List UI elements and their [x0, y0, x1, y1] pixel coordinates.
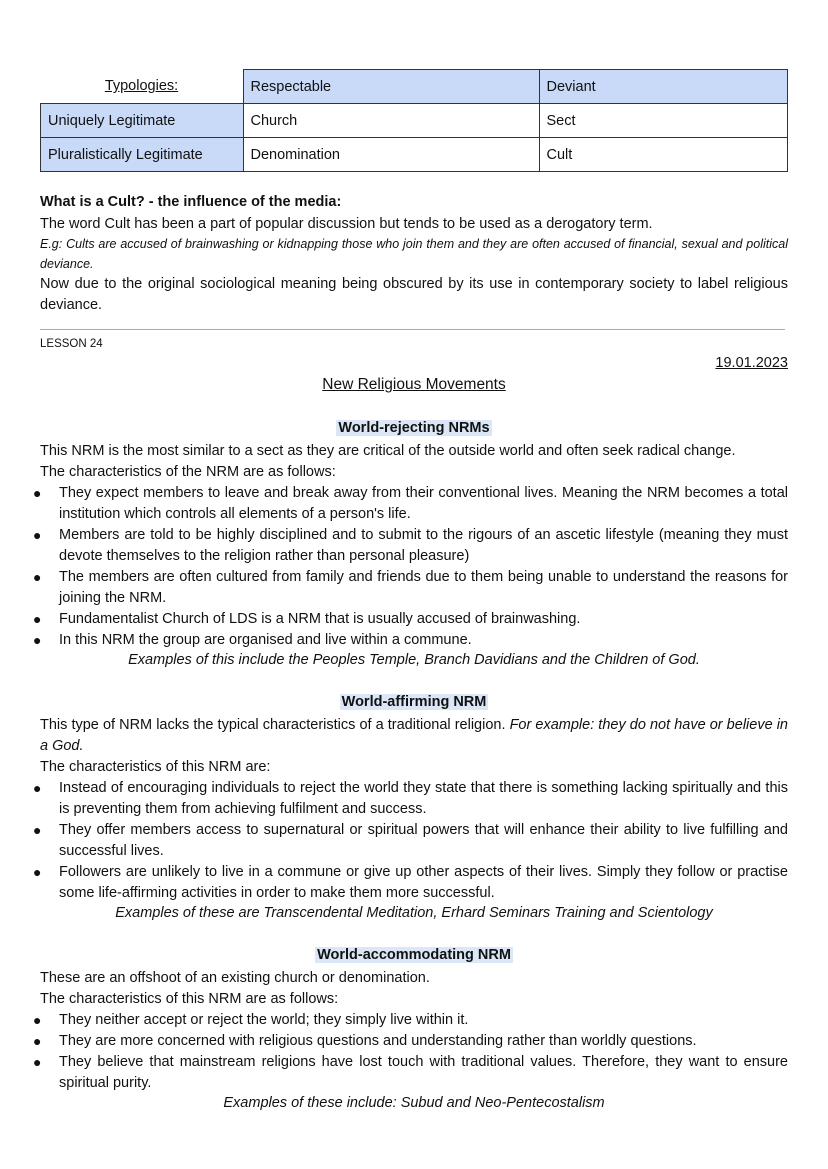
list-item — [33, 862, 788, 904]
page-title-wrap — [40, 376, 788, 394]
section-intro: The characteristics of this NRM are: — [40, 759, 271, 775]
table-header-cell: Respectable — [243, 70, 539, 104]
bullet-icon: ● — [33, 1012, 42, 1028]
lesson-label: LESSON 24 — [40, 338, 103, 350]
cult-heading: What is a Cult? - the influence of the media: — [40, 194, 342, 210]
table-row — [41, 138, 788, 172]
list-item-text: In this NRM the group are organised and live within a commune. — [59, 632, 472, 648]
bullet-icon: ● — [33, 864, 42, 880]
list-item-text: The members are often cultured from family and friends due to them being unable to understand the reasons for joining the NRM. — [59, 569, 788, 606]
date-label: 19.01.2023 — [715, 355, 788, 371]
list-item — [33, 1010, 788, 1031]
section-example: Examples of these are Transcendental Meditation, Erhard Seminars Training and Scientology — [115, 905, 713, 921]
table-corner-cell — [41, 70, 244, 104]
list-item-text: Members are told to be highly disciplined and to submit to the rigours of an ascetic lifestyle (meaning they must devote themselves to the religion rather than personal pleasure) — [59, 527, 788, 564]
section-intro — [40, 715, 788, 757]
bullet-list — [33, 1010, 788, 1094]
table-row-header: Uniquely Legitimate — [41, 104, 244, 138]
list-item-text: Instead of encouraging individuals to reject the world they state that there is something lacking spiritually and this is preventing them from achieving fulfilment and success. — [59, 780, 788, 817]
table-cell: Cult — [539, 138, 788, 172]
list-item-text: They neither accept or reject the world; they simply live within it. — [59, 1012, 469, 1028]
table-header-row — [41, 70, 788, 104]
section-intro: The characteristics of this NRM are as follows: — [40, 991, 339, 1007]
list-item — [33, 567, 788, 609]
table-row — [41, 104, 788, 138]
list-item — [33, 1052, 788, 1094]
section-intro: The characteristics of the NRM are as follows: — [40, 464, 336, 480]
list-item — [33, 483, 788, 525]
bullet-icon: ● — [33, 485, 42, 501]
list-item-text: Followers are unlikely to live in a commune or give up other aspects of their lives. Simply they follow or practise some life-affirming activities in order to make them more successful. — [59, 864, 788, 901]
section-heading: World-rejecting NRMs — [338, 420, 490, 436]
list-item-text: They are more concerned with religious questions and understanding rather than worldly questions. — [59, 1033, 697, 1049]
cult-paragraph: The word Cult has been a part of popular discussion but tends to be used as a derogatory term. — [40, 216, 653, 232]
bullet-list — [33, 483, 788, 651]
bullet-icon: ● — [33, 611, 42, 627]
list-item-text: They believe that mainstream religions have lost touch with traditional values. Therefore, they want to ensure spiritual purity. — [59, 1054, 788, 1091]
table-cell: Church — [243, 104, 539, 138]
list-item-text: Fundamentalist Church of LDS is a NRM that is usually accused of brainwashing. — [59, 611, 581, 627]
section-intro: This NRM is the most similar to a sect as they are critical of the outside world and often seek radical change. — [40, 443, 736, 459]
page-title: New Religious Movements — [322, 376, 506, 393]
list-item — [33, 820, 788, 862]
section-heading-wrap — [40, 947, 788, 963]
list-item-text: They expect members to leave and break away from their conventional lives. Meaning the NRM becomes a total institution which controls all elements of a person's life. — [59, 485, 788, 522]
intro-italic-text: For example: they do not have or believe in a God. — [40, 717, 788, 754]
bullet-icon: ● — [33, 1054, 42, 1070]
cult-example: E.g: Cults are accused of brainwashing or kidnapping those who join them and they are often accused of financial, sexual and political deviance. — [40, 237, 788, 271]
list-item — [33, 778, 788, 820]
table-cell: Sect — [539, 104, 788, 138]
list-item-text: They offer members access to supernatural or spiritual powers that will enhance their ability to live fulfilling and successful lives. — [59, 822, 788, 859]
section-heading: World-affirming NRM — [341, 694, 487, 710]
bullet-list — [33, 778, 788, 904]
list-item — [33, 609, 788, 630]
list-item — [33, 525, 788, 567]
table-row-header: Pluralistically Legitimate — [41, 138, 244, 172]
section-heading: World-accommodating NRM — [317, 947, 511, 963]
typologies-label: Typologies: — [104, 78, 179, 95]
bullet-icon: ● — [33, 1033, 42, 1049]
table-cell: Denomination — [243, 138, 539, 172]
intro-plain-text: This type of NRM lacks the typical characteristics of a traditional religion. — [40, 717, 506, 733]
section-heading-wrap — [40, 694, 788, 710]
table-header-cell: Deviant — [539, 70, 788, 104]
bullet-icon: ● — [33, 527, 42, 543]
typologies-table — [40, 69, 788, 172]
section-example: Examples of these include: Subud and Neo-Pentecostalism — [223, 1095, 605, 1111]
bullet-icon: ● — [33, 569, 42, 585]
divider — [40, 329, 785, 330]
section-intro: These are an offshoot of an existing church or denomination. — [40, 970, 430, 986]
list-item — [33, 630, 788, 651]
cult-paragraph-2: Now due to the original sociological meaning being obscured by its use in contemporary society to label religious deviance. — [40, 276, 788, 313]
bullet-icon: ● — [33, 632, 42, 648]
section-example: Examples of this include the Peoples Temple, Branch Davidians and the Children of God. — [128, 652, 700, 668]
bullet-icon: ● — [33, 822, 42, 838]
bullet-icon: ● — [33, 780, 42, 796]
list-item — [33, 1031, 788, 1052]
section-heading-wrap — [40, 420, 788, 436]
